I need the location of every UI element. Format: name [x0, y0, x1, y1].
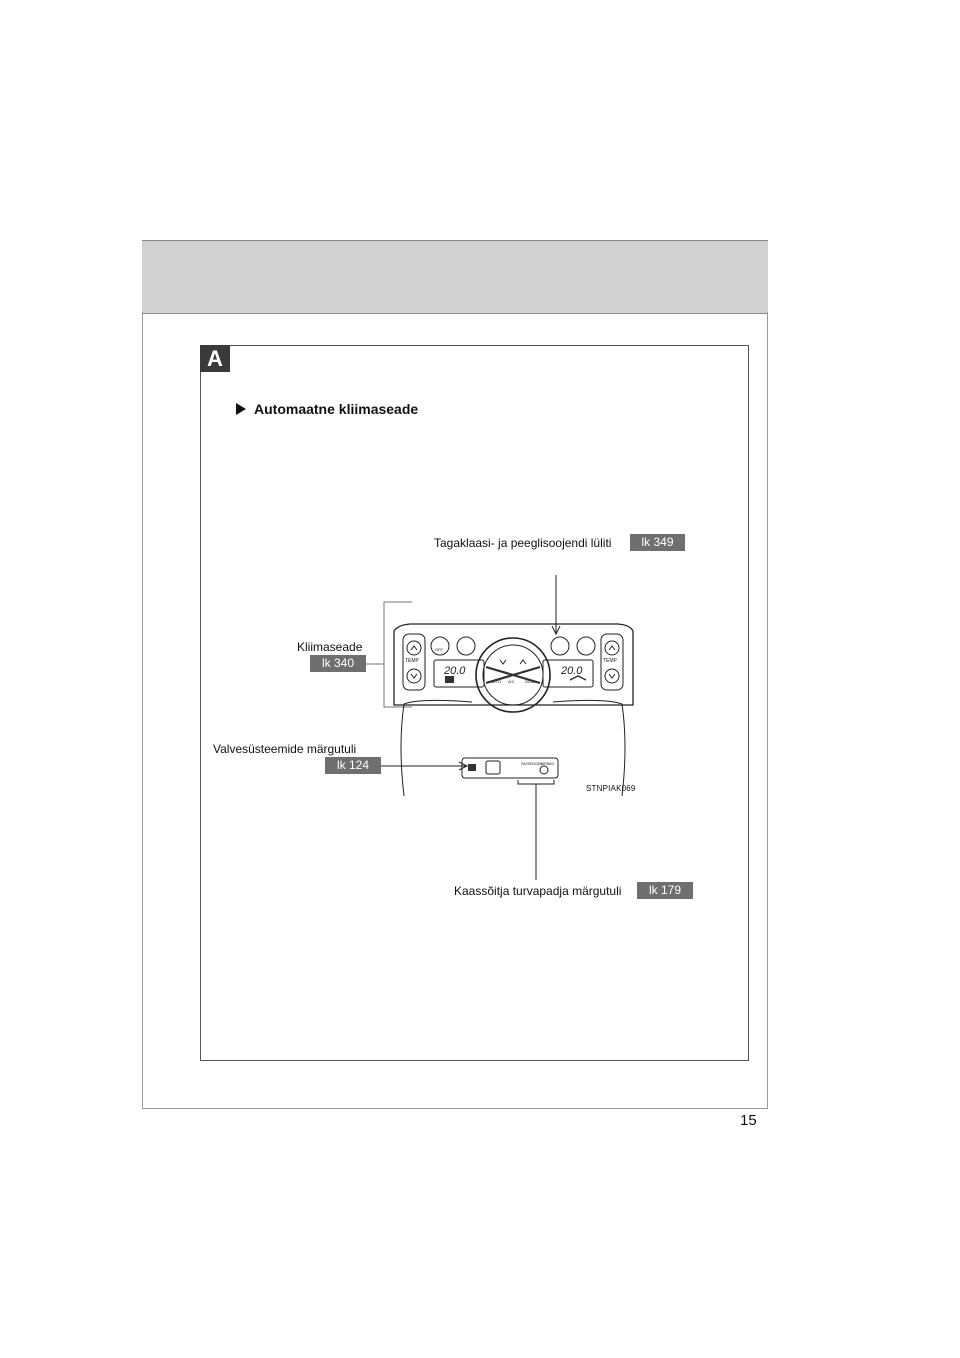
left-temp-text: TEMP	[405, 658, 419, 664]
airbag-text: AIRBAG	[541, 762, 555, 766]
rear-defogger-ref[interactable]: lk 349	[630, 534, 685, 551]
fan-speed-icons	[500, 660, 526, 664]
dash-left-arc	[404, 700, 472, 704]
rear-defogger-button	[551, 637, 569, 655]
left-temp-up-icon	[411, 646, 417, 650]
subheading-text: Automaatne kliimaseade	[254, 401, 419, 417]
section-tab: A	[200, 345, 230, 372]
airbag-indicator-lamp	[540, 766, 548, 774]
security-indicator-label: Valvesüsteemide märgutuli	[213, 742, 357, 756]
airbag-bracket	[518, 780, 554, 784]
left-temp-up-button	[407, 641, 421, 655]
right-display-text: 20.0	[561, 665, 583, 677]
airbag-indicator-ref[interactable]: lk 179	[637, 882, 693, 899]
climate-control-ref[interactable]: lk 340	[310, 655, 366, 672]
security-indicator-lamp	[486, 761, 500, 774]
left-display-seat-icon	[445, 676, 454, 683]
climate-control-bracket	[366, 602, 412, 707]
indicator-strip	[462, 758, 558, 778]
left-display-text: 20.0	[444, 665, 466, 677]
left-temp-down-icon	[411, 674, 417, 678]
front-defrost-button	[457, 637, 475, 655]
page-number: 15	[740, 1112, 757, 1129]
right-temp-down-button	[605, 669, 619, 683]
ac-text: A/C	[508, 679, 515, 684]
rear-defogger-label: Tagaklaasi- ja peeglisoojendi lüliti	[434, 536, 612, 550]
auto-text: AUTO	[490, 679, 502, 684]
dash-left-edge	[401, 704, 404, 796]
climate-control-label: Kliimaseade	[297, 640, 363, 654]
passenger-text: PASSENGER	[521, 762, 543, 766]
airbag-indicator-label: Kaassõitja turvapadja märgutuli	[454, 884, 622, 898]
right-temp-up-button	[605, 641, 619, 655]
left-temp-down-button	[407, 669, 421, 683]
panel-bezel	[394, 624, 633, 705]
dash-right-edge	[622, 704, 625, 796]
right-temp-down-icon	[609, 674, 615, 678]
off-button	[431, 637, 449, 655]
dual-text: DUAL	[525, 679, 536, 684]
figure-code: STNPIAK069	[586, 784, 636, 793]
security-icon	[468, 764, 476, 771]
dash-right-arc	[553, 700, 622, 704]
right-temp-text: TEMP	[603, 658, 617, 664]
right-temp-up-icon	[609, 646, 615, 650]
security-indicator-ref[interactable]: lk 124	[325, 757, 381, 774]
recirculation-button	[577, 637, 595, 655]
off-text: OFF	[435, 647, 443, 652]
